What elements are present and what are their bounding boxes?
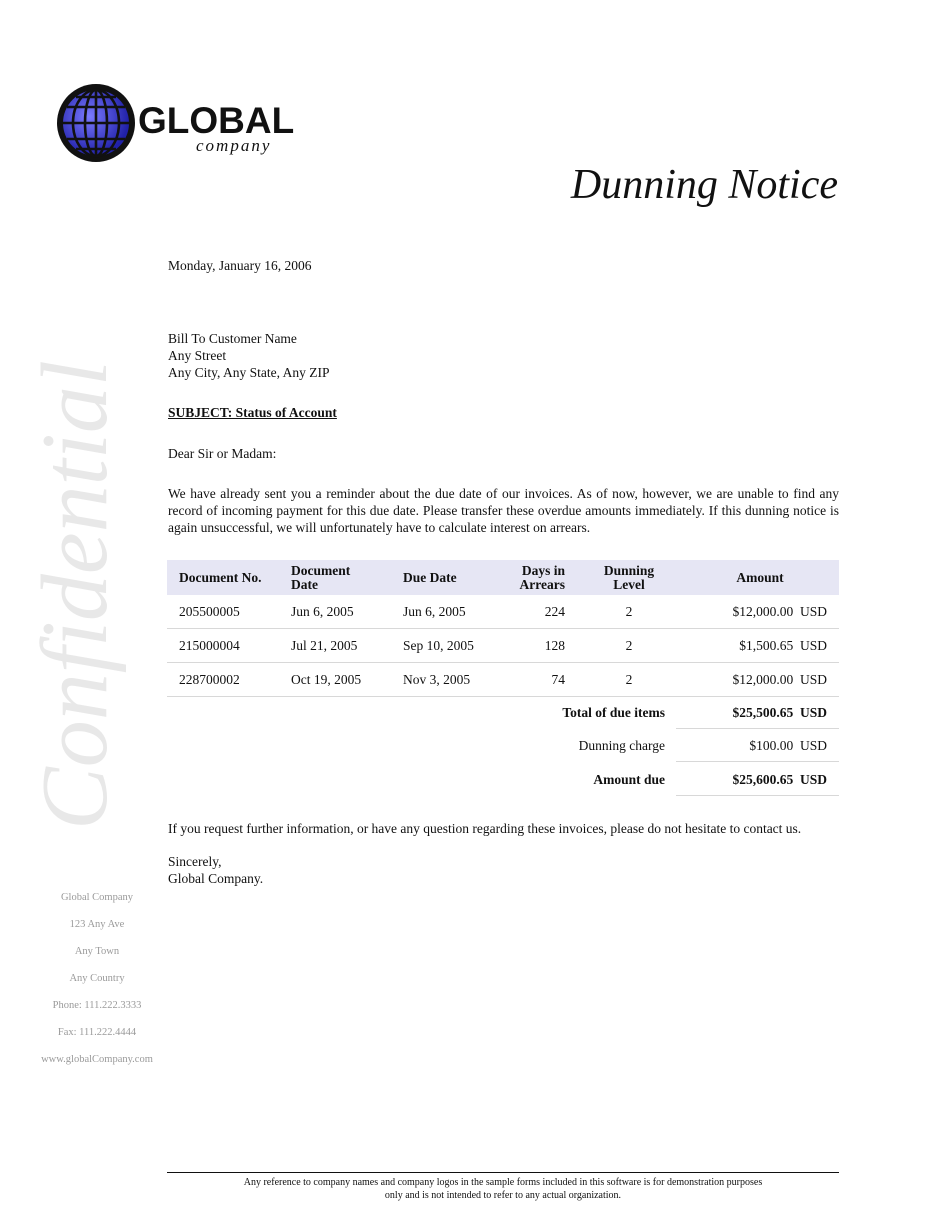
salutation: Dear Sir or Madam:: [168, 446, 277, 461]
signoff: Sincerely,: [168, 854, 222, 869]
cell-days: 224: [503, 595, 577, 629]
amount-value: $12,000.00: [732, 603, 794, 619]
cell-document-date: Jun 6, 2005: [279, 595, 391, 629]
amount-currency: USD: [799, 603, 827, 619]
closing-paragraph: If you request further information, or have any question regarding these invoices, please do not hesitate to contact us.: [168, 821, 802, 836]
signature-name: Global Company.: [168, 871, 264, 886]
cell-days: 128: [503, 629, 577, 663]
header-dunning-level: Dunning Level: [577, 560, 681, 595]
amount-due-value: [676, 763, 839, 796]
amount-value: $12,000.00: [732, 671, 794, 687]
header-due-date: Due Date: [391, 560, 503, 595]
signature-block: [168, 853, 263, 887]
header-days-line1: Days in: [521, 562, 565, 578]
amount-currency: USD: [799, 671, 827, 687]
cell-amount: [681, 663, 839, 697]
cell-document-no: 228700002: [167, 663, 279, 697]
body-paragraph: We have already sent you a reminder about the due date of our invoices. As of now, however, we are unable to find any record of incoming payment for this due date. Please transfer these overdue amounts immediately. If this dunning notice is again unsuccessful, we will unfortunately have to calculate interest on arrears.: [168, 486, 839, 535]
cell-level: 2: [577, 629, 681, 663]
table-row: [167, 663, 839, 697]
table-header-row: [167, 560, 839, 595]
cell-due-date: Nov 3, 2005: [391, 663, 503, 697]
document-title: Dunning Notice: [570, 162, 838, 208]
sidebar-street: 123 Any Ave: [69, 919, 125, 930]
cell-level: 2: [577, 663, 681, 697]
sidebar-town: Any Town: [74, 946, 120, 957]
header-amount: Amount: [681, 560, 839, 595]
cell-days: 74: [503, 663, 577, 697]
footer-disclaimer: [167, 1177, 839, 1202]
table-row: [167, 595, 839, 629]
cell-due-date: Jun 6, 2005: [391, 595, 503, 629]
total-value: $25,500.65: [732, 705, 794, 720]
charge-currency: USD: [799, 738, 827, 753]
header-days-in-arrears: [503, 560, 577, 595]
sidebar-country: Any Country: [69, 973, 125, 984]
footer-divider: [167, 1172, 839, 1173]
footer-line-2: only and is not intended to refer to any actual organization.: [384, 1189, 622, 1201]
sidebar-website: www.globalCompany.com: [41, 1054, 153, 1065]
charge-value: $100.00: [749, 738, 794, 753]
letter-date: Monday, January 16, 2006: [168, 258, 312, 273]
address-line: Any Street: [168, 348, 227, 363]
cell-due-date: Sep 10, 2005: [391, 629, 503, 663]
globe-icon: [56, 82, 138, 168]
confidential-watermark: Confidential: [23, 360, 127, 830]
header-document-no: Document No.: [167, 560, 279, 595]
customer-address: [168, 330, 330, 381]
cell-document-date: Jul 21, 2005: [279, 629, 391, 663]
cell-document-no: 215000004: [167, 629, 279, 663]
due-currency: USD: [799, 772, 827, 787]
dunning-charge-label: Dunning charge: [578, 738, 665, 753]
footer-line-1: Any reference to company names and company logos in the sample forms included in this software is for demonstration purposes: [243, 1177, 763, 1188]
cell-level: 2: [577, 595, 681, 629]
total-currency: USD: [799, 705, 827, 720]
sidebar-phone: Phone: 111.222.3333: [52, 1000, 142, 1011]
cell-document-no: 205500005: [167, 595, 279, 629]
amount-currency: USD: [799, 637, 827, 653]
table-row: [167, 629, 839, 663]
sidebar-fax: Fax: 111.222.4444: [57, 1027, 137, 1038]
total-due-items-label: Total of due items: [562, 705, 665, 720]
address-line: Bill To Customer Name: [168, 331, 297, 346]
sidebar-company: Global Company: [60, 892, 134, 903]
letter-subject: SUBJECT: Status of Account: [168, 405, 337, 420]
logo-wordmark: GLOBAL: [138, 100, 295, 141]
total-due-items-value: [676, 696, 839, 729]
cell-amount: [681, 629, 839, 663]
header-document-date: Document Date: [279, 560, 391, 595]
amount-due-label: Amount due: [593, 772, 665, 787]
amount-value: $1,500.65: [739, 637, 794, 653]
header-days-line2: Arrears: [519, 576, 565, 592]
address-line: Any City, Any State, Any ZIP: [168, 365, 330, 380]
dunning-charge-value: [676, 729, 839, 762]
due-value: $25,600.65: [732, 772, 794, 787]
logo-subtitle: company: [196, 136, 272, 155]
cell-amount: [681, 595, 839, 629]
overdue-items-table: [167, 560, 839, 697]
cell-document-date: Oct 19, 2005: [279, 663, 391, 697]
